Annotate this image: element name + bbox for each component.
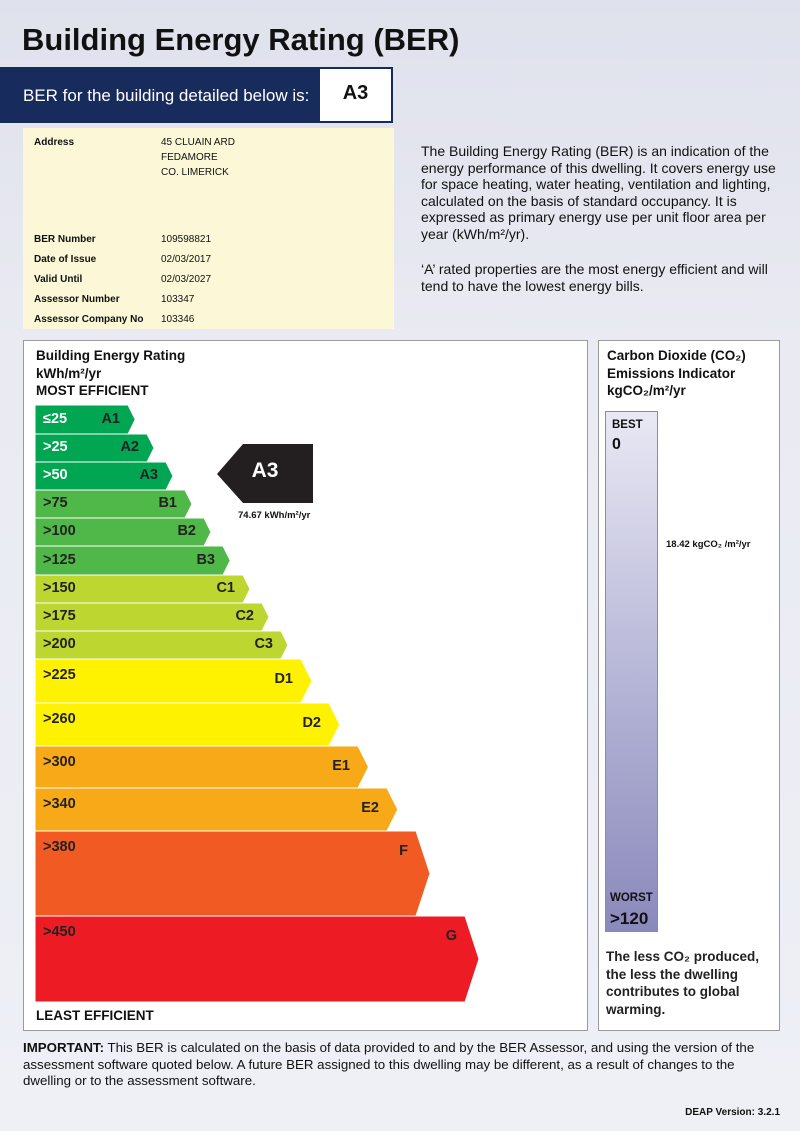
rating-band-range: >125 xyxy=(43,551,76,568)
rating-band-code: A2 xyxy=(120,439,139,455)
ber-header-label: BER for the building detailed below is: xyxy=(23,86,310,105)
rating-band-range: >340 xyxy=(43,796,76,812)
co2-worst-label: WORST xyxy=(610,892,653,904)
important-lead: IMPORTANT: xyxy=(23,1040,105,1055)
rating-band-range: >75 xyxy=(43,495,68,511)
rating-band-range: >300 xyxy=(43,754,76,770)
important-text: This BER is calculated on the basis of data provided to and by the BER Assessor, and using the version of the assessment software quoted below. A future BER assigned to this dwelling may be different, as a result of changes to the dwelling or to the assessment software. xyxy=(23,1040,755,1088)
assessor-company-label: Assessor Company No xyxy=(34,314,144,325)
co2-indicator-label xyxy=(680,485,758,524)
ber-description: The Building Energy Rating (BER) is an indication of the energy performance of this dwelling. It covers energy use for space heating, water heating, ventilation and lighting, calculated on the basis of standard occupancy. It is expressed as primary energy use per unit floor area per year (kWh/m²/yr). xyxy=(421,143,776,242)
rating-band-range: ≤25 xyxy=(43,410,68,427)
rating-band-code: D1 xyxy=(274,671,293,687)
rating-band-code: B3 xyxy=(196,551,215,568)
valid-until-label: Valid Until xyxy=(34,274,83,285)
rating-band-range: >450 xyxy=(43,924,76,940)
valid-until-value: 02/03/2027 xyxy=(161,274,212,285)
co2-best-label: BEST xyxy=(612,419,643,431)
address-line: 45 CLUAIN ARD xyxy=(161,137,235,148)
current-rating-label: A3 xyxy=(251,459,279,482)
rating-band-range: >175 xyxy=(43,608,76,624)
assessor-number-label: Assessor Number xyxy=(34,294,120,305)
important-notice xyxy=(23,1040,783,1090)
rating-band-code: B2 xyxy=(177,523,196,539)
rating-note: ‘A’ rated properties are the most energy efficient and will tend to have the lowest energy bills. xyxy=(421,261,768,294)
ber-rating-value: A3 xyxy=(342,82,369,104)
rating-band-code: C3 xyxy=(254,636,273,652)
address-label: Address xyxy=(34,137,75,148)
assessor-company-value: 103346 xyxy=(161,314,195,325)
co2-indicator-line: annual CO₂ xyxy=(687,497,751,511)
rating-band-range: >380 xyxy=(43,839,76,855)
rating-band-code: B1 xyxy=(158,495,177,511)
rating-band-code: E1 xyxy=(332,758,350,774)
rating-band-range: >100 xyxy=(43,523,76,539)
co2-subtitle: Emissions Indicator xyxy=(607,366,736,381)
rating-band-code: G xyxy=(445,928,457,944)
rating-scale-unit: kWh/m²/yr xyxy=(36,366,102,381)
rating-band-range: >260 xyxy=(43,711,76,727)
co2-scale-bar xyxy=(605,411,658,932)
rating-band-range: >200 xyxy=(43,636,76,652)
current-rating-value: 74.67 kWh/m²/yr xyxy=(238,510,311,521)
ber-number-value: 109598821 xyxy=(161,234,212,245)
co2-indicator-line: Calculated xyxy=(690,484,748,498)
rating-band-range: >50 xyxy=(43,467,68,483)
co2-unit: kgCO₂/m²/yr xyxy=(607,383,686,398)
rating-scale-title: Building Energy Rating xyxy=(36,348,186,363)
co2-title: Carbon Dioxide (CO₂) xyxy=(607,348,746,363)
rating-band-g xyxy=(35,916,479,1002)
co2-indicator-line: emissions xyxy=(692,510,746,524)
rating-band-range: >225 xyxy=(43,667,76,683)
co2-note: The less CO₂ produced, the less the dwelling contributes to global warming. xyxy=(606,949,760,1017)
address-line: FEDAMORE xyxy=(161,152,218,163)
rating-band-range: >150 xyxy=(43,580,76,596)
rating-band-code: E2 xyxy=(361,800,379,816)
date-of-issue-label: Date of Issue xyxy=(34,254,97,265)
rating-band-range: >25 xyxy=(43,439,68,455)
co2-best-value: 0 xyxy=(612,436,621,453)
address-line: CO. LIMERICK xyxy=(161,167,229,178)
rating-band-code: A1 xyxy=(101,410,120,427)
rating-band-code: C2 xyxy=(235,608,254,624)
deap-version: DEAP Version: 3.2.1 xyxy=(685,1107,780,1118)
rating-band-code: F xyxy=(399,843,408,859)
assessor-number-value: 103347 xyxy=(161,294,195,305)
co2-worst-value: >120 xyxy=(610,909,649,928)
rating-band-code: D2 xyxy=(302,715,321,731)
most-efficient-label: MOST EFFICIENT xyxy=(36,383,149,398)
least-efficient-label: LEAST EFFICIENT xyxy=(36,1008,154,1023)
page-title: Building Energy Rating (BER) xyxy=(22,22,460,57)
ber-number-label: BER Number xyxy=(34,234,96,245)
rating-band-code: A3 xyxy=(139,467,158,483)
rating-band-code: C1 xyxy=(216,580,235,596)
co2-indicator-value: 18.42 kgCO₂ /m²/yr xyxy=(666,539,751,550)
date-of-issue-value: 02/03/2017 xyxy=(161,254,212,265)
